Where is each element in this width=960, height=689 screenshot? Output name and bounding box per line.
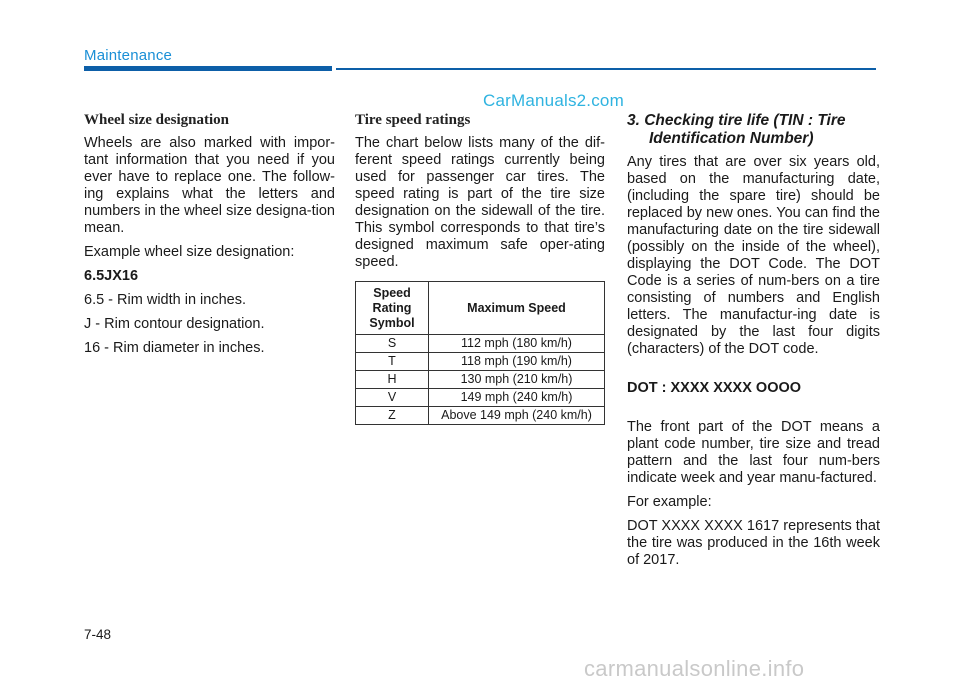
table-row: [356, 335, 605, 353]
max-speed-cell: Above 149 mph (240 km/h): [429, 407, 605, 425]
header-rule-thick: [84, 66, 332, 71]
section-title: Maintenance: [84, 47, 173, 64]
wheel-size-line-diameter: 16 - Rim diameter in inches.: [84, 340, 265, 356]
speed-symbol-cell: S: [356, 335, 429, 353]
wheel-size-intro: Wheels are also marked with impor-tant information that you need if you ever have to replace one. The follow-ing explains what the letters and numbers in the wheel size designa-tion mean.: [84, 135, 335, 236]
dot-explanation: The front part of the DOT means a plant code number, tire size and tread pattern and the last four num-bers indicate week and year manu-factured.: [627, 419, 880, 486]
header-speed-symbol: Speed Rating Symbol: [356, 282, 429, 335]
table-row: [356, 389, 605, 407]
speed-symbol-cell: T: [356, 353, 429, 371]
column-wheel-size: [84, 112, 335, 364]
dot-code-format: DOT : XXXX XXXX OOOO: [627, 380, 802, 396]
tire-life-intro: Any tires that are over six years old, based on the manufacturing date, (including the spare tire) should be replaced by new ones. You can find the manufacturing date on the tire sidewall (possibly on the inside of the wheel), displaying the DOT Code. The DOT Code is a series of num-bers on a tire consisting of numbers and English letters. The manufactur-ing date is designated by the last four digits (characters) of the DOT code.: [627, 154, 880, 357]
table-row: [356, 353, 605, 371]
column-tire-life: [627, 112, 880, 576]
max-speed-cell: 112 mph (180 km/h): [429, 335, 605, 353]
wheel-size-code: 6.5JX16: [84, 268, 139, 284]
header-max-speed: Maximum Speed: [429, 282, 605, 335]
wheel-size-line-contour: J - Rim contour designation.: [84, 316, 265, 332]
dot-example-label: For example:: [627, 494, 712, 510]
page-number: 7-48: [84, 627, 112, 642]
speed-ratings-intro: The chart below lists many of the dif-ferent speed ratings currently being used for passenger car tires. The speed rating is part of the tire size designation on the sidewall of the tire. This symbol corresponds to that tire’s designed maximum safe oper-ating speed.: [355, 135, 605, 270]
dot-example: DOT XXXX XXXX 1617 represents that the tire was produced in the 16th week of 2017.: [627, 518, 880, 568]
wheel-size-heading: Wheel size designation: [84, 112, 229, 128]
wheel-size-line-width: 6.5 - Rim width in inches.: [84, 292, 246, 308]
table-header-row: [356, 282, 605, 335]
column-speed-ratings: [355, 112, 605, 425]
header-rule-thin: [336, 68, 876, 70]
watermark-carmanuals2[interactable]: CarManuals2.com: [483, 91, 624, 110]
speed-symbol-cell: Z: [356, 407, 429, 425]
footer-watermark[interactable]: carmanualsonline.info: [584, 656, 805, 681]
speed-ratings-heading: Tire speed ratings: [355, 112, 471, 128]
table-row: [356, 407, 605, 425]
tire-life-heading: 3. Checking tire life (TIN : Tire Identification Number): [627, 112, 846, 147]
max-speed-cell: 130 mph (210 km/h): [429, 371, 605, 389]
speed-symbol-cell: V: [356, 389, 429, 407]
wheel-size-example-label: Example wheel size designation:: [84, 244, 295, 260]
max-speed-cell: 118 mph (190 km/h): [429, 353, 605, 371]
max-speed-cell: 149 mph (240 km/h): [429, 389, 605, 407]
speed-ratings-table: [355, 281, 605, 425]
speed-symbol-cell: H: [356, 371, 429, 389]
table-row: [356, 371, 605, 389]
